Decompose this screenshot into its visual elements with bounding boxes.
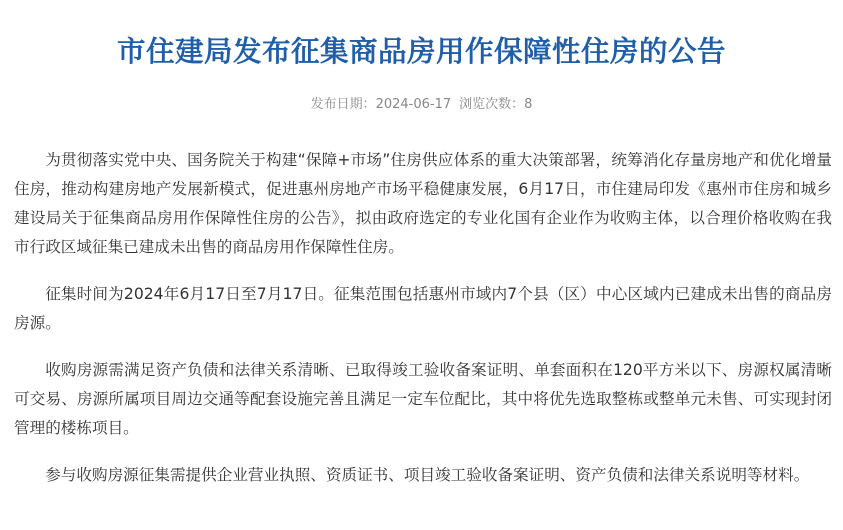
paragraph-4: 参与收购房源征集需提供企业营业执照、资质证书、项目竣工验收备案证明、资产负债和法律关系说明等材料。 — [45, 466, 810, 484]
view-count-label: 浏览次数： — [459, 97, 525, 112]
page-title: 市住建局发布征集商品房用作保障性住房的公告 — [116, 35, 726, 68]
article-meta — [0, 94, 843, 116]
article-body — [14, 146, 832, 508]
view-count: 8 — [524, 97, 533, 112]
publish-date-label: 发布日期： — [310, 97, 376, 112]
paragraph-2: 征集时间为2024年6月17日至7月17日。征集范围包括惠州市域内7个县（区）中心区域内已建成未出售的商品房房源。 — [14, 285, 832, 332]
paragraph-3: 收购房源需满足资产负债和法律关系清晰、已取得竣工验收备案证明、单套面积在120平方米以下、房源权属清晰可交易、房源所属项目周边交通等配套设施完善且满足一定车位配比，其中将优先选取整栋或整单元未售、可实现封闭管理的楼栋项目。 — [14, 361, 832, 437]
paragraph-1: 为贯彻落实党中央、国务院关于构建“保障+市场”住房供应体系的重大决策部署，统筹消化存量房地产和优化增量住房，推动构建房地产发展新模式，促进惠州房地产市场平稳健康发展，6月17日，市住建局印发《惠州市住房和城乡建设局关于征集商品房用作保障性住房的公告》，拟由政府选定的专业化国有企业作为收购主体，以合理价格收购在我市行政区域征集已建成未出售的商品房用作保障性住房。 — [14, 151, 832, 256]
publish-date: 2024-06-17 — [375, 97, 452, 112]
